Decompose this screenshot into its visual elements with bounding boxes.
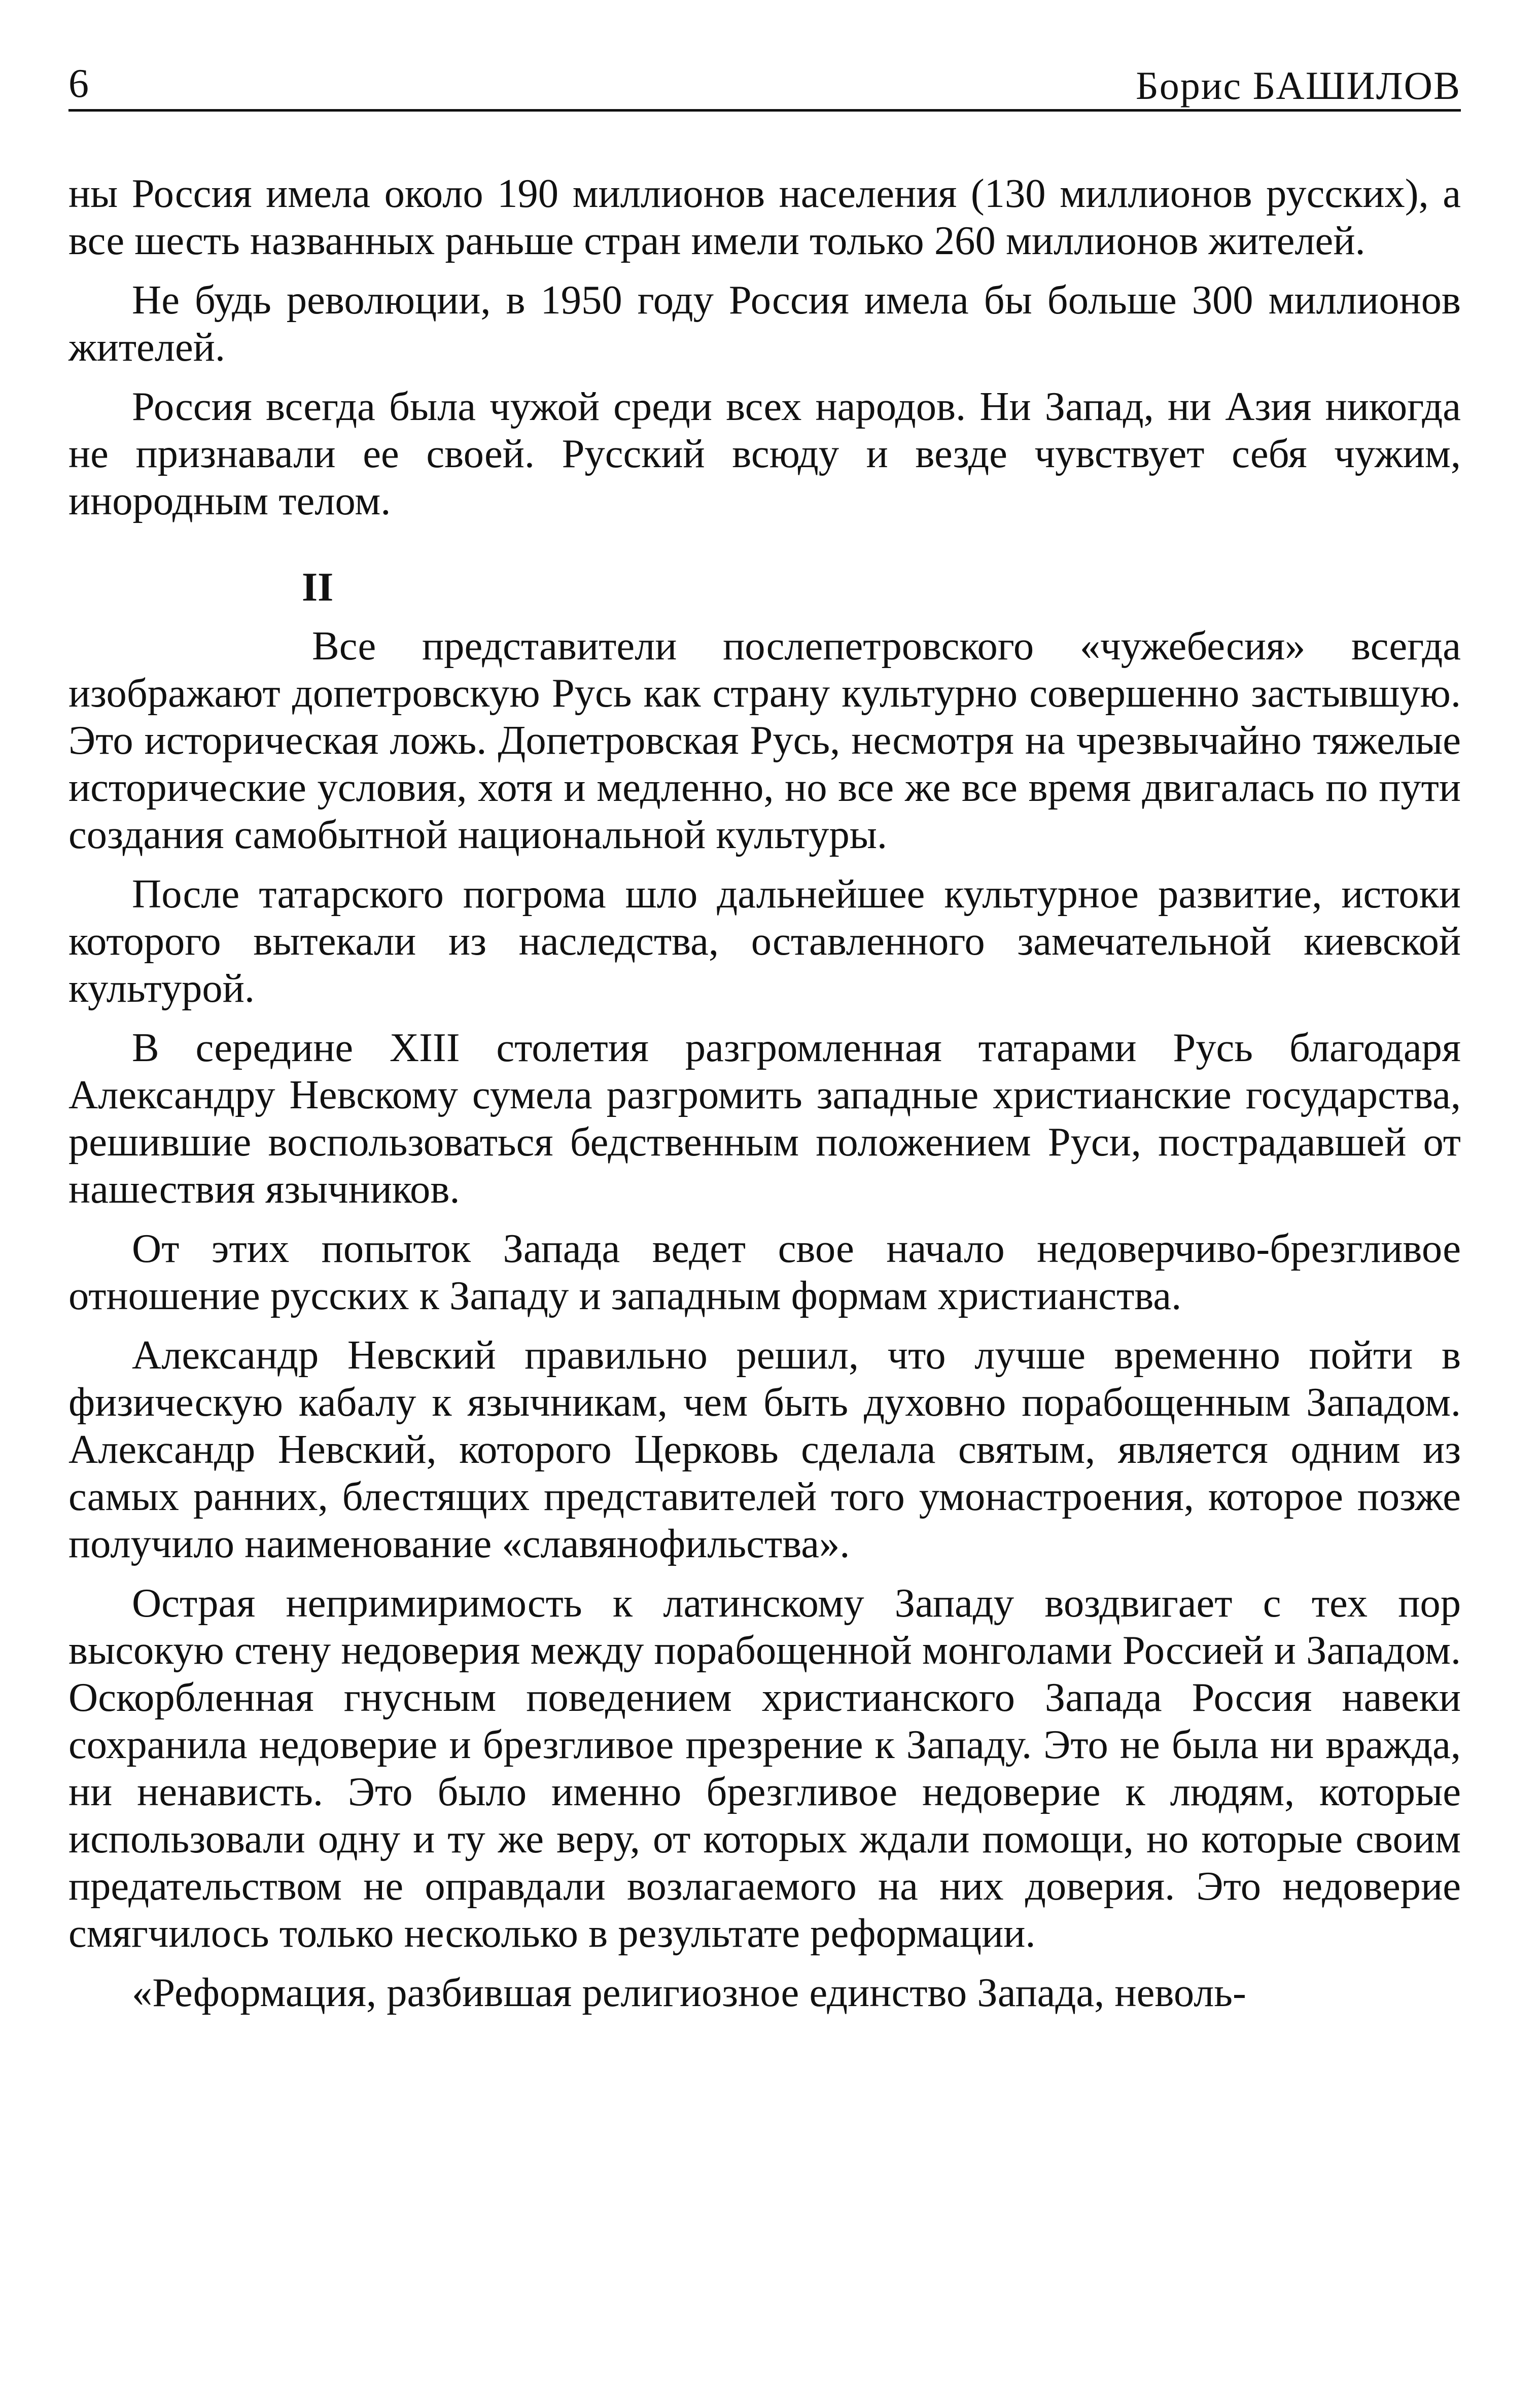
paragraph: После татарского погрома шло дальнейшее культурное развитие, истоки которого вытекали из наследства, оставленного замечательной киевской культурой.: [68, 871, 1461, 1011]
paragraph: Александр Невский правильно решил, что лучше временно пойти в физическую кабалу к язычникам, чем быть духовно порабощенным Западом. Александр Невский, которого Церковь сделала святым, является одним из самых ранних, блестящих представителей того умонастроения, которое позже получило наименование «славянофильства».: [68, 1332, 1461, 1566]
paragraph: Все представители послепетровского «чужебесия» всегда изображают допетровскую Русь как страну культурно совершенно застывшую. Это историческая ложь. Допетровская Русь, несмотря на чрезвычайно тяжелые исторические условия, хотя и медленно, но все же все время двигалась по пути создания самобытной национальной культуры.: [68, 623, 1461, 857]
paragraph: Острая непримиримость к латинскому Западу воздвигает с тех пор высокую стену недоверия между порабощенной монголами Россией и Западом. Оскорбленная гнусным поведением христианского Запада Россия навеки сохранила недоверие и брезгливое презрение к Западу. Это не была ни вражда, ни ненависть. Это было именно брезгливое недоверие к людям, которые использовали одну и ту же веру, от которых ждали помощи, но которые своим предательством не оправдали возлагаемого на них доверия. Это недоверие смягчилось только несколько в результате реформации.: [68, 1581, 1461, 1956]
paragraph: От этих попыток Запада ведет свое начало недоверчиво-брезгливое отношение русских к Западу и западным формам христианства.: [68, 1226, 1461, 1318]
page-number: 6: [68, 61, 89, 106]
running-header: [68, 48, 1461, 112]
running-title: Борис БАШИЛОВ: [1135, 63, 1461, 108]
paragraph: Россия всегда была чужой среди всех народов. Ни Запад, ни Азия никогда не признавали ее своей. Русский всюду и везде чувствует себя чужим, инородным телом.: [68, 384, 1461, 523]
paragraph: ны Россия имела около 190 миллионов населения (130 миллионов русских), а все шесть названных раньше стран имели только 260 миллионов жителей.: [68, 171, 1461, 263]
paragraph: В середине XIII столетия разгромленная татарами Русь благодаря Александру Невскому сумела разгромить западные христианские государства, решившие воспользоваться бедственным положением Руси, пострадавшей от нашествия язычников.: [68, 1025, 1461, 1212]
book-page: [68, 48, 1461, 2016]
paragraph: Не будь революции, в 1950 году Россия имела бы больше 300 миллионов жителей.: [68, 277, 1461, 370]
paragraph: «Реформация, разбившая религиозное единство Запада, неволь-: [132, 1970, 1246, 2015]
section-heading: II: [302, 565, 334, 610]
body-text: [68, 170, 1461, 2016]
